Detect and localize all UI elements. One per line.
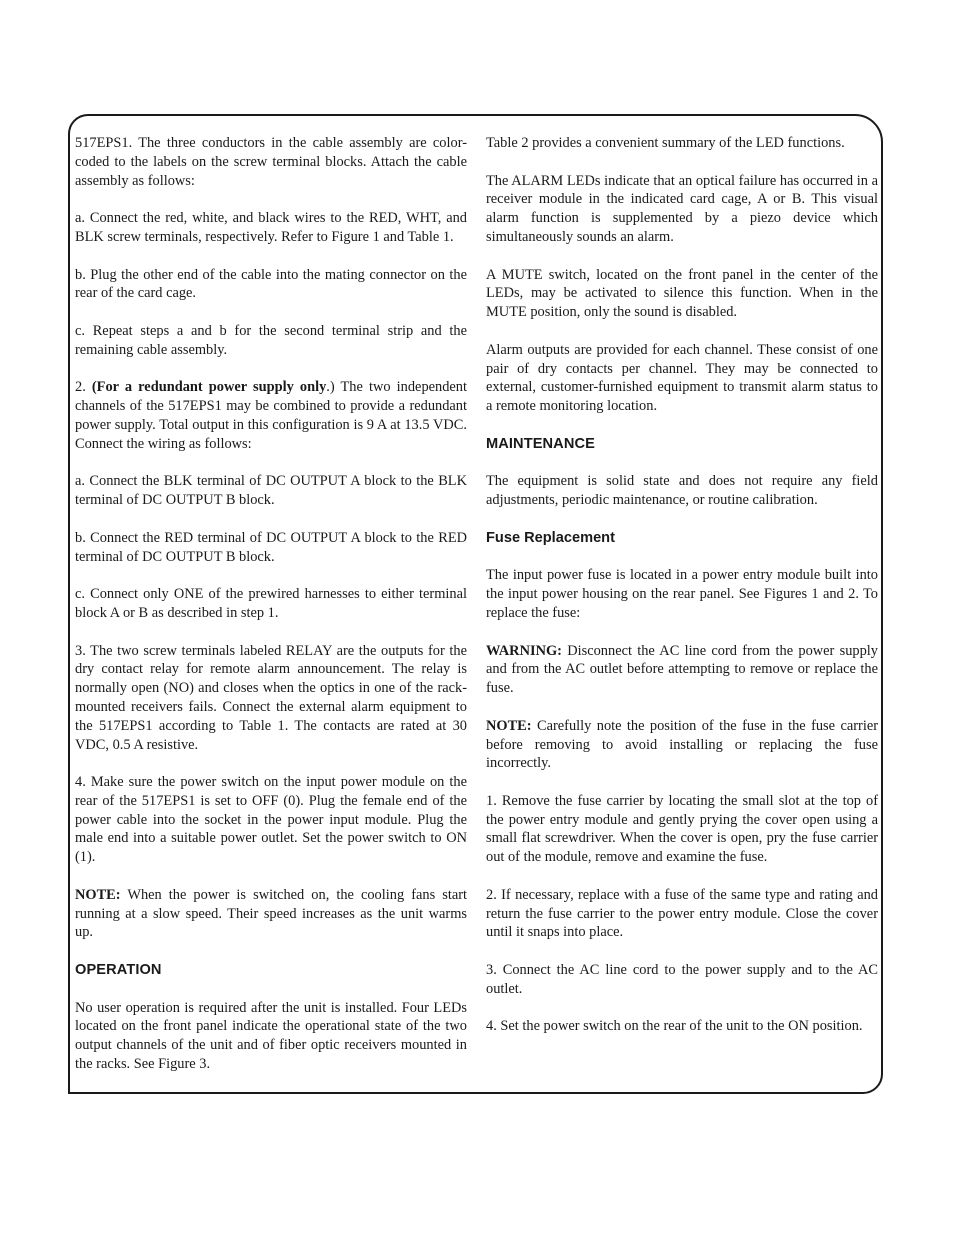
note-text: When the power is switched on, the cooling fans start running at a slow speed. Their speed increases as the unit warms up.	[75, 886, 467, 941]
paragraph-cable-intro: 517EPS1. The three conductors in the cable assembly are color-coded to the labels on the screw terminal blocks. Attach the cable assembly as follows:	[75, 135, 467, 189]
paragraph-operation: No user operation is required after the unit is installed. Four LEDs located on the front panel indicate the operational state of the two output channels of the unit and of fiber optic receivers mounted in the racks. See Figure 3.	[75, 999, 467, 1073]
redundant-bold-label: (For a redundant power supply only	[91, 379, 327, 396]
note-label: NOTE:	[75, 886, 121, 903]
paragraph-note-fuse	[486, 717, 878, 773]
heading-fuse-replacement: Fuse Replacement	[486, 529, 615, 546]
right-column	[486, 134, 878, 1055]
paragraph-fuse-step-3: 3. Connect the AC line cord to the power supply and to the AC outlet.	[486, 962, 878, 997]
paragraph-solid-state: The equipment is solid state and does not require any field adjustments, periodic maintenance, or routine calibration.	[486, 473, 878, 509]
paragraph-red-connect: b. Connect the RED terminal of DC OUTPUT A block to the RED terminal of DC OUTPUT B block.	[75, 529, 467, 565]
heading-operation: OPERATION	[75, 962, 162, 979]
paragraph-fuse-step-4: 4. Set the power switch on the rear of the unit to the ON position.	[486, 1018, 863, 1035]
note-label: NOTE:	[486, 717, 532, 734]
paragraph-power-switch: 4. Make sure the power switch on the input power module on the rear of the 517EPS1 is set to OFF (0). Plug the female end of the power cable into the socket in the power input module. Plug the male end into a suitable power outlet. Set the power switch to ON (1).	[75, 774, 467, 866]
paragraph-harness: c. Connect only ONE of the prewired harnesses to either terminal block A or B as described in step 1.	[75, 586, 467, 621]
paragraph-fuse-location: The input power fuse is located in a power entry module built into the input power housing on the rear panel. See Figures 1 and 2. To replace the fuse:	[486, 567, 878, 621]
paragraph-step-a: a. Connect the red, white, and black wires to the RED, WHT, and BLK screw terminals, respectively. Refer to Figure 1 and Table 1.	[75, 210, 467, 245]
step-number: 2.	[75, 379, 92, 396]
paragraph-alarm-outputs: Alarm outputs are provided for each channel. These consist of one pair of dry contacts per channel. They may be connected to external, customer-furnished equipment to transmit alarm status to a remote monitoring location.	[486, 341, 878, 415]
paragraph-fuse-step-2: 2. If necessary, replace with a fuse of the same type and rating and return the fuse carrier to the power entry module. Close the cover until it snaps into place.	[486, 886, 878, 941]
left-column	[75, 134, 467, 1074]
paragraph-relay: 3. The two screw terminals labeled RELAY are the outputs for the dry contact relay for remote alarm announcement. The relay is normally open (NO) and closes when the optics in one of the rack-mounted receivers fails. Connect the external alarm equipment to the 517EPS1 according to Table 1. The contacts are rated at 30 VDC, 0.5 A resistive.	[75, 642, 467, 753]
paragraph-note-fans	[75, 886, 467, 942]
warning-text: Disconnect the AC line cord from the power supply and from the AC outlet before attempting to remove or replace the fuse.	[486, 642, 878, 697]
note-text: Carefully note the position of the fuse in the fuse carrier before removing to avoid installing or replacing the fuse incorrectly.	[486, 717, 878, 772]
warning-label: WARNING:	[486, 642, 562, 659]
paragraph-step-c: c. Repeat steps a and b for the second terminal strip and the remaining cable assembly.	[75, 322, 467, 358]
paragraph-warning	[486, 642, 878, 698]
paragraph-led-summary: Table 2 provides a convenient summary of the LED functions.	[486, 135, 845, 151]
paragraph-mute-switch: A MUTE switch, located on the front panel in the center of the LEDs, may be activated to silence this function. When in the MUTE position, only the sound is disabled.	[486, 266, 878, 321]
paragraph-fuse-step-1: 1. Remove the fuse carrier by locating the small slot at the top of the power entry module and gently prying the cover open using a small flat screwdriver. When the cover is open, pry the fuse carrier out of the module, remove and examine the fuse.	[486, 792, 878, 866]
paragraph-alarm-leds: The ALARM LEDs indicate that an optical failure has occurred in a receiver module in the indicated card cage, A or B. This visual alarm function is supplemented by a piezo device which simultaneously sounds an alarm.	[486, 172, 878, 245]
paragraph-step-b: b. Plug the other end of the cable into the mating connector on the rear of the card cage.	[75, 266, 467, 302]
paragraph-blk-connect: a. Connect the BLK terminal of DC OUTPUT A block to the BLK terminal of DC OUTPUT B block.	[75, 473, 467, 509]
paragraph-redundant-supply	[75, 378, 467, 453]
heading-maintenance: MAINTENANCE	[486, 435, 595, 452]
redundant-text: .) The two independent channels of the 517EPS1 may be combined to provide a redundant power supply. Total output in this configuration is 9 A at 13.5 VDC. Connect the wiring as follows:	[75, 379, 467, 452]
